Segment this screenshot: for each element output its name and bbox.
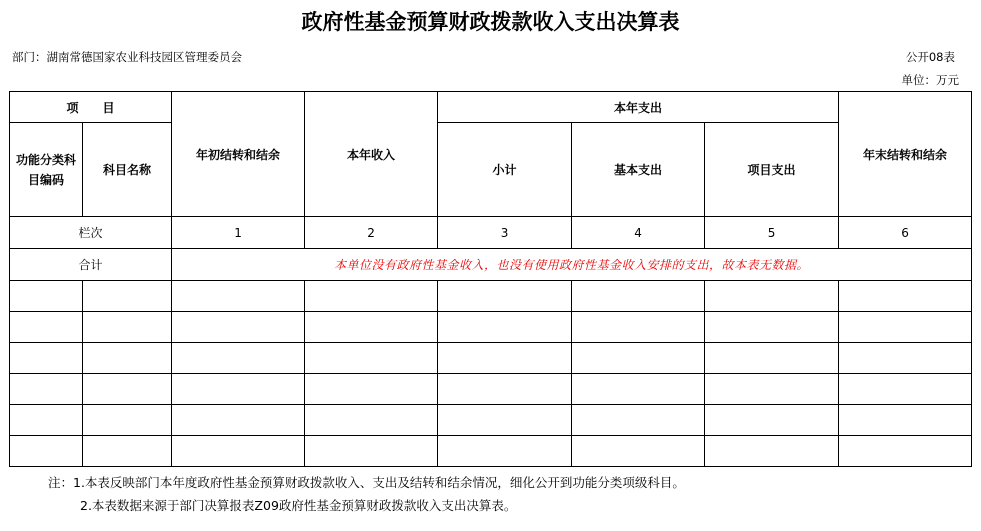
column-number-row (10, 217, 972, 249)
department-label: 部门：湖南常德国家农业科技园区管理委员会 (12, 50, 242, 64)
header-basic: 基本支出 (572, 123, 705, 217)
page-title: 政府性基金预算财政拨款收入支出决算表 (301, 9, 680, 34)
header-expense: 本年支出 (438, 92, 839, 123)
column-number: 1 (172, 217, 305, 249)
header-begin-balance: 年初结转和结余 (172, 92, 305, 217)
column-number: 4 (572, 217, 705, 249)
column-number: 3 (438, 217, 572, 249)
table-row (10, 405, 972, 436)
column-number: 6 (839, 217, 972, 249)
header-end-balance: 年末结转和结余 (839, 92, 972, 217)
column-number: 2 (305, 217, 438, 249)
form-number: 公开08表 (905, 50, 955, 64)
header-item: 项 目 (10, 92, 172, 123)
table-row (10, 436, 972, 467)
table-row (10, 281, 972, 312)
footer-note-2: 2.本表数据来源于部门决算报表Z09政府性基金预算财政拨款收入支出决算表。 (80, 498, 517, 513)
no-data-note: 本单位没有政府性基金收入，也没有使用政府性基金收入安排的支出，故本表无数据。 (172, 249, 972, 281)
column-number: 5 (705, 217, 839, 249)
footer-note-1: 注：1.本表反映部门本年度政府性基金预算财政拨款收入、支出及结转和结余情况，细化公开到功能分类项级科目。 (48, 475, 685, 490)
header-income: 本年收入 (305, 92, 438, 217)
header-subject-name: 科目名称 (83, 123, 172, 217)
header-project: 项目支出 (705, 123, 839, 217)
table-row (10, 374, 972, 405)
header-func-code: 功能分类科目编码 (10, 123, 83, 217)
table-row (10, 343, 972, 374)
total-label: 合计 (10, 249, 172, 281)
table-row (10, 312, 972, 343)
header-subtotal: 小计 (438, 123, 572, 217)
unit-label: 单位：万元 (901, 73, 959, 87)
fund-table (9, 91, 972, 467)
column-number-label: 栏次 (10, 217, 172, 249)
total-row (10, 249, 972, 281)
